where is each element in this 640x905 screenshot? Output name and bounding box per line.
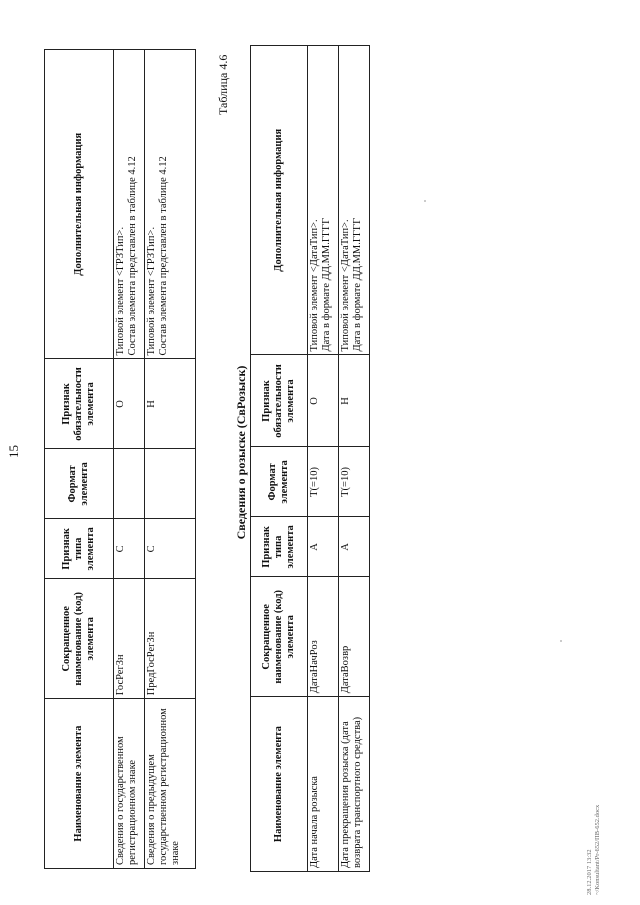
- cell-type: С: [114, 519, 145, 579]
- cell-code: ДатаНачРоз: [308, 577, 339, 697]
- cell-required: Н: [339, 355, 370, 447]
- cell-required: О: [114, 359, 145, 449]
- search-info-table: [250, 45, 370, 872]
- cell-format: Т(=10): [339, 447, 370, 517]
- table-row: [114, 50, 145, 869]
- cell-info: Типовой элемент <ГРЗТип>. Состав элемента представлен в таблице 4.12: [145, 50, 196, 359]
- table-row: [308, 46, 339, 872]
- col-header-required: Признак обязательности элемента: [251, 355, 308, 447]
- cell-code: ПредГосРегЗн: [145, 579, 196, 699]
- cell-name: Сведения о предыдущем государственном регистрационном знаке: [145, 699, 196, 869]
- page-number: 15: [6, 445, 21, 458]
- document-stamp: [586, 805, 602, 895]
- col-header-type: Признак типа элемента: [251, 517, 308, 577]
- col-header-code: Сокращенное наименование (код) элемента: [45, 579, 114, 699]
- table-header-row: [251, 46, 308, 872]
- scan-speck: [560, 640, 562, 642]
- col-header-required: Признак обязательности элемента: [45, 359, 114, 449]
- cell-info: Типовой элемент <ДатаТип>. Дата в формате ДД.ММ.ГГГГ: [308, 46, 339, 356]
- table-row: [145, 50, 196, 869]
- table-row: [339, 46, 370, 872]
- scan-speck: [424, 200, 426, 202]
- col-header-name: Наименование элемента: [251, 697, 308, 872]
- cell-name: Сведения о государственном регистрационном знаке: [114, 699, 145, 869]
- col-header-code: Сокращенное наименование (код) элемента: [251, 577, 308, 697]
- cell-type: С: [145, 519, 196, 579]
- table-header-row: [45, 50, 114, 869]
- col-header-format: Формат элемента: [45, 449, 114, 519]
- col-header-type: Признак типа элемента: [45, 519, 114, 579]
- cell-name: Дата начала розыска: [308, 697, 339, 872]
- elements-table-continued: [44, 49, 196, 869]
- cell-format: [114, 449, 145, 519]
- cell-info: Типовой элемент <ГРЗТип>. Состав элемента представлен в таблице 4.12: [114, 50, 145, 359]
- table-label: Таблица 4.6: [216, 54, 230, 115]
- cell-code: ДатаВозвр: [339, 577, 370, 697]
- col-header-name: Наименование элемента: [45, 699, 114, 869]
- col-header-format: Формат элемента: [251, 447, 308, 517]
- section-title: Сведения о розыске (СвРозыск): [234, 365, 248, 540]
- cell-format: [145, 449, 196, 519]
- stamp-line: 28.12.2017 13:32: [586, 849, 593, 895]
- cell-required: О: [308, 355, 339, 447]
- cell-name: Дата прекращения розыска (дата возврата транспортного средства): [339, 697, 370, 872]
- col-header-info: Дополнительная информация: [45, 50, 114, 359]
- cell-type: А: [339, 517, 370, 577]
- cell-type: А: [308, 517, 339, 577]
- cell-code: ГосРегЗн: [114, 579, 145, 699]
- cell-required: Н: [145, 359, 196, 449]
- col-header-info: Дополнительная информация: [251, 46, 308, 356]
- cell-info: Типовой элемент <ДатаТип>. Дата в формате ДД.ММ.ГГГГ: [339, 46, 370, 356]
- stamp-line: ~/Konsultant/Pr-652/ПВ-652.docx: [594, 804, 601, 895]
- cell-format: Т(=10): [308, 447, 339, 517]
